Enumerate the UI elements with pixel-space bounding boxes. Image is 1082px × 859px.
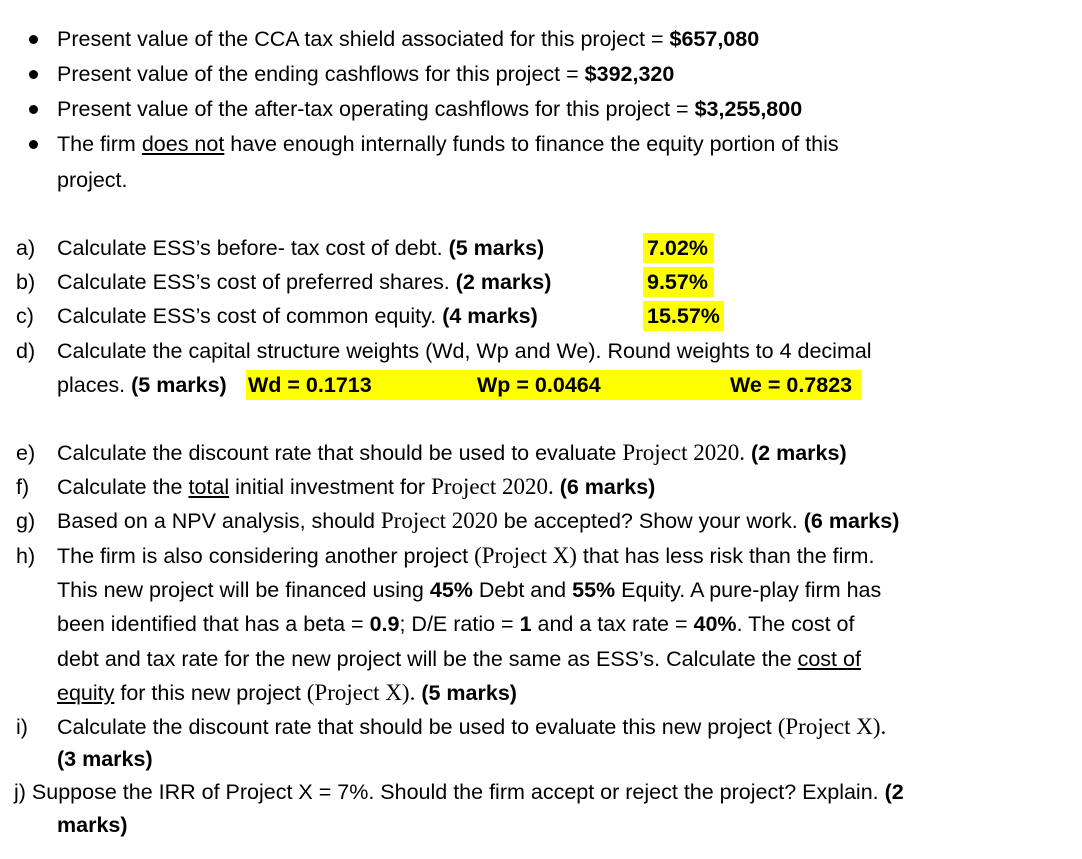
question-h-line2: This new project will be financed using 45% Debt and 55% Equity. A pure-play firm has [57,578,882,602]
question-h-line4: debt and tax rate for the new project will be the same as ESS’s. Calculate the cost of [57,647,861,671]
question-i: Calculate the discount rate that should be used to evaluate this new project (Project X). [57,714,887,739]
question-h-line1: The firm is also considering another project (Project X) that has less risk than the firm. [57,543,875,568]
bullet-4: The firm does not have enough internally funds to finance the equity portion of this [57,132,839,156]
weight-equity: We = 0.7823 [730,373,853,397]
question-j-marks: marks) [57,813,128,837]
bullet-1-dot [29,35,38,44]
question-a: Calculate ESS’s before- tax cost of debt. (5 marks) [57,236,545,260]
label-h: h) [16,544,36,568]
label-a: a) [16,236,36,260]
bullet-4-cont: project. [57,168,128,192]
question-h-line3: been identified that has a beta = 0.9; D/E ratio = 1 and a tax rate = 40%. The cost of [57,612,855,636]
bullet-2-dot [29,70,38,79]
label-d: d) [16,339,36,363]
question-f: Calculate the total initial investment for Project 2020. (6 marks) [57,474,656,499]
question-e: Calculate the discount rate that should be used to evaluate Project 2020. (2 marks) [57,440,847,465]
question-j: j) Suppose the IRR of Project X = 7%. Should the firm accept or reject the project? Explain. (2 [14,780,904,804]
bullet-4-dot [29,140,38,149]
operating-cashflow-value: $3,255,800 [694,97,803,121]
bullet-3-dot [29,105,38,114]
label-g: g) [16,509,36,533]
label-b: b) [16,270,36,294]
label-e: e) [16,441,36,465]
weight-debt: Wd = 0.1713 [248,373,372,397]
bullet-1: Present value of the CCA tax shield associated for this project = $657,080 [57,27,760,51]
weight-preferred: Wp = 0.0464 [477,373,601,397]
question-b: Calculate ESS’s cost of preferred shares. (2 marks) [57,270,552,294]
answer-b: 9.57% [643,267,714,297]
label-i: i) [16,715,28,739]
answer-d-weights [246,370,861,400]
answer-a: 7.02% [643,233,714,263]
cca-value: $657,080 [669,27,760,51]
question-g: Based on a NPV analysis, should Project 2020 be accepted? Show your work. (6 marks) [57,508,900,533]
label-f: f) [16,475,30,499]
question-c: Calculate ESS’s cost of common equity. (4 marks) [57,304,538,328]
ending-cashflow-value: $392,320 [584,62,675,86]
question-d: Calculate the capital structure weights (Wd, Wp and We). Round weights to 4 decimal [57,339,872,363]
question-d-cont: places. (5 marks) [57,373,227,397]
bullet-3: Present value of the after-tax operating cashflows for this project = $3,255,800 [57,97,803,121]
question-i-marks: (3 marks) [57,747,153,771]
bullet-2: Present value of the ending cashflows for this project = $392,320 [57,62,675,86]
question-h-line5: equity for this new project (Project X). (5 marks) [57,680,517,705]
label-c: c) [16,304,34,328]
answer-c: 15.57% [643,301,724,331]
